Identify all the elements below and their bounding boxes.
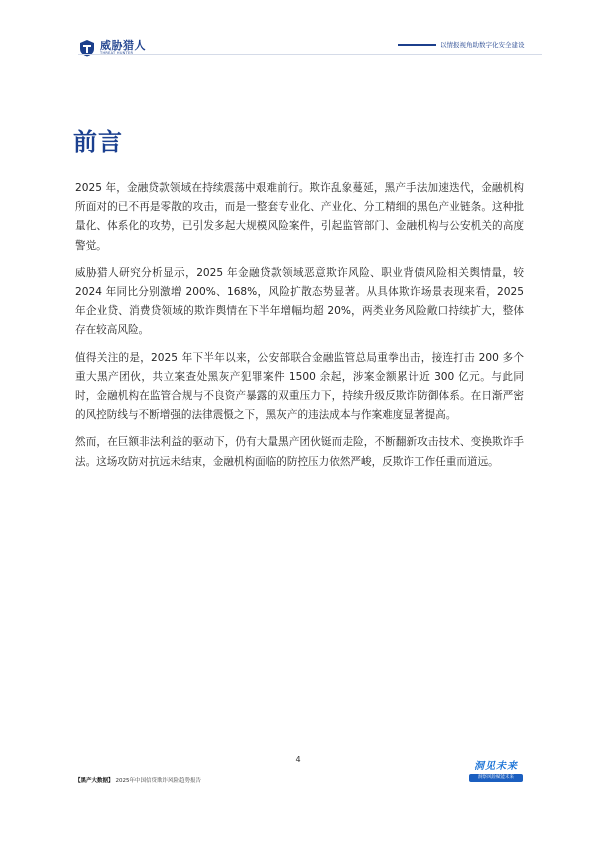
page-number: 4 [295,755,301,764]
paragraph-2: 威胁猎人研究分析显示，2025 年金融贷款领域恶意欺诈风险、职业背债风险相关舆情量，较 2024 年同比分别激增 200%、168%，风险扩散态势显著。从具体欺诈场景表现来看，2025 年企业贷、消费贷领域的欺诈舆情在下半年增幅均超 20%，两类业务风险敞口持续扩大，整体存在较高风险。 [75,266,524,337]
header-accent-bar [398,44,436,46]
footer-text: 2025年中国信贷欺诈风险趋势报告 [115,778,202,784]
header-tagline: 以情报视角助数字化安全建设 [440,41,525,49]
preface-body [75,179,524,480]
footer-logo-title: 洞见未来 [474,761,518,772]
paragraph-1: 2025 年，金融贷款领域在持续震荡中艰难前行。欺诈乱象蔓延，黑产手法加速迭代，金融机构所面对的已不再是零散的攻击，而是一整套专业化、产业化、分工精细的黑色产业链条。这种批量化、体系化的攻势，已引发多起大规模风险案件，引起监管部门、金融机构与公安机关的高度警觉。 [75,182,524,252]
page-title: 前言 [73,128,123,156]
footer-logo [469,761,523,785]
header-divider [78,54,542,55]
paragraph-4: 然而，在巨额非法利益的驱动下，仍有大量黑产团伙铤而走险，不断翻新攻击技术、变换欺诈手法。这场攻防对抗远未结束，金融机构面临的防控压力依然严峻，反欺诈工作任重而道远。 [75,436,524,468]
paragraph-3: 值得关注的是，2025 年下半年以来，公安部联合金融监管总局重拳出击，接连打击 200 多个重大黑产团伙，共立案查处黑灰产犯罪案件 1500 余起，涉案金额累计近 300 亿元。与此同时，金融机构在监管合规与不良资产暴露的双重压力下，持续升级反欺诈防御体系。在日渐严密的风控防线与不断增强的法律震慑之下，黑灰产的违法成本与作案难度显著提高。 [75,351,524,422]
footer-report-title [75,776,201,784]
footer-logo-subtitle: 洞察风险赋能未来 [469,774,523,782]
header-logo [78,37,162,59]
footer-tag: 【黑产大数据】 [75,778,114,784]
logo-name: 威胁猎人 [100,39,146,53]
